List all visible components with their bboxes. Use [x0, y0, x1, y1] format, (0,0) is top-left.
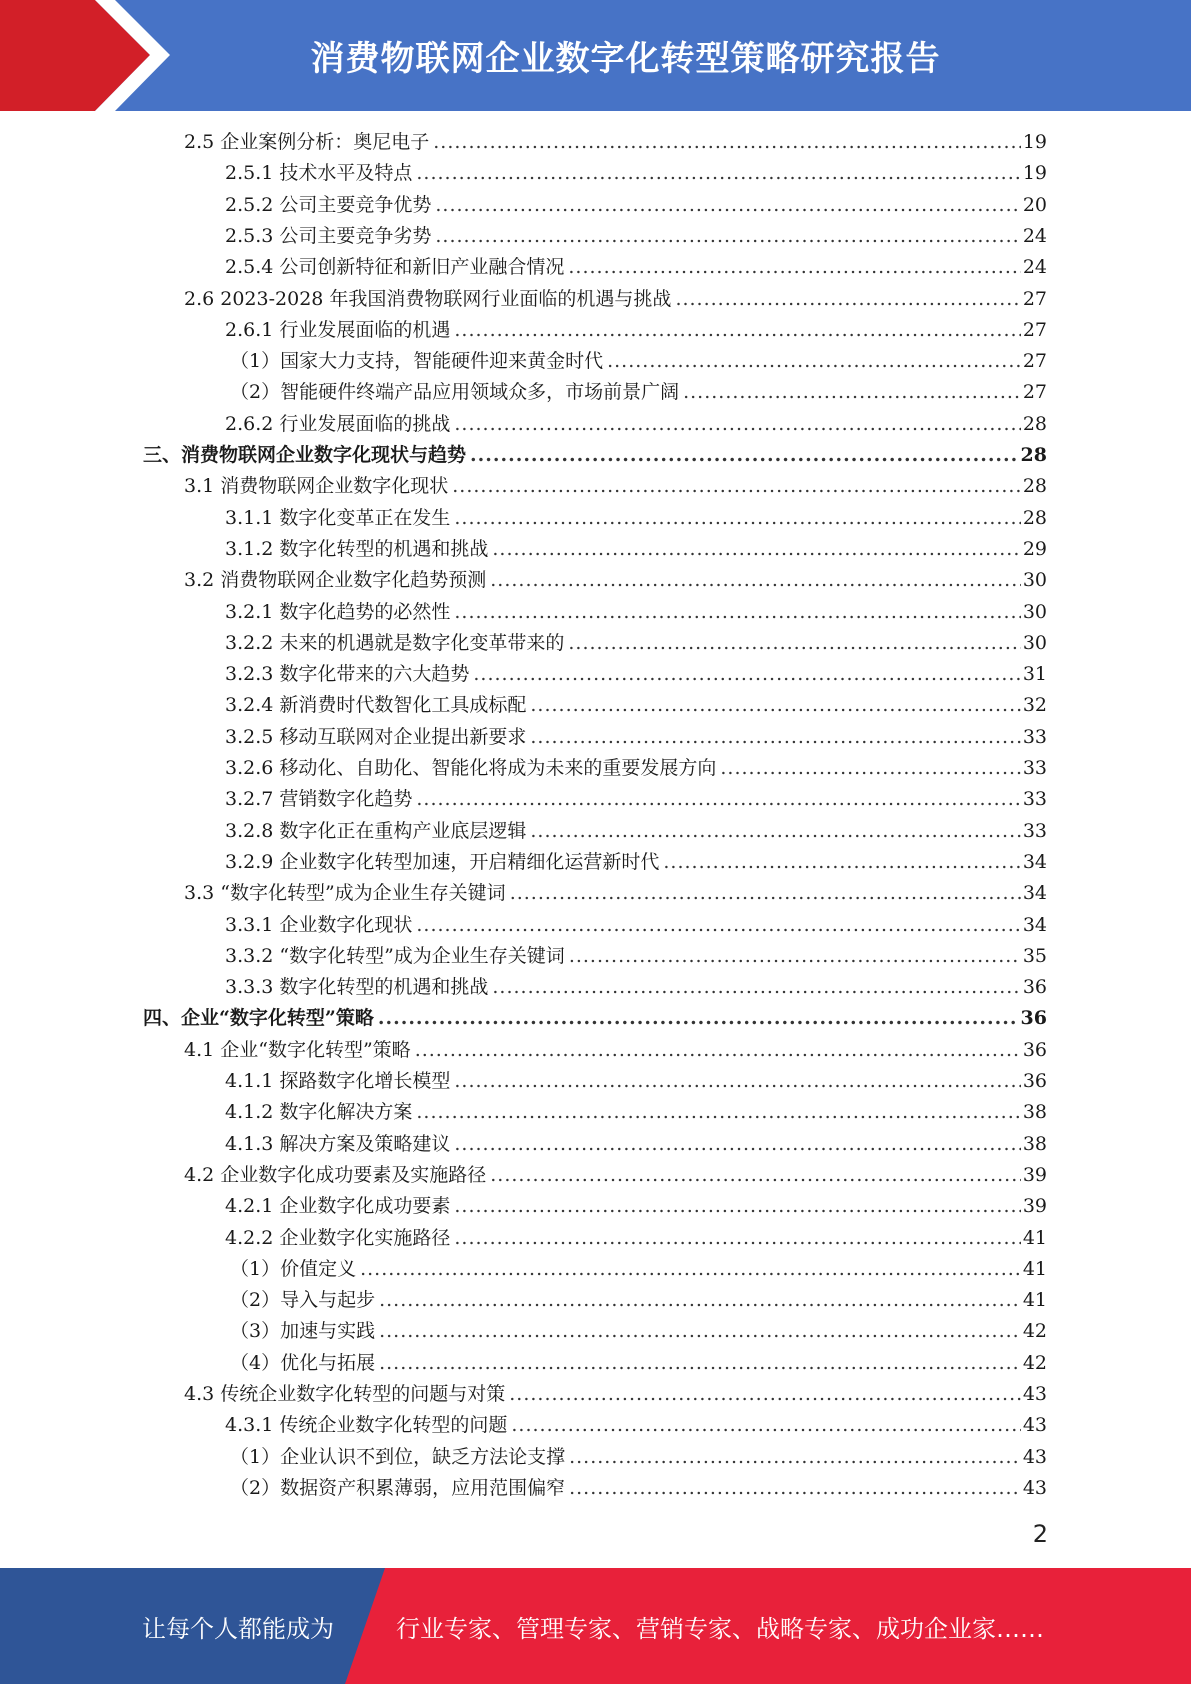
toc-entry[interactable]: [225, 409, 1047, 440]
toc-entry-page: 43: [1022, 1383, 1047, 1405]
toc-entry-title: 2.6 2023-2028 年我国消费物联网行业面临的机遇与挑战: [184, 287, 672, 310]
toc-entry-page: 39: [1022, 1163, 1047, 1186]
toc-dot-leader: [452, 475, 1021, 497]
toc-entry-title: 4.1 企业“数字化转型”策略: [184, 1038, 411, 1061]
toc-entry-page: 36: [1020, 1007, 1047, 1030]
toc-entry-title: 2.5.4 公司创新特征和新旧产业融合情况: [225, 256, 565, 279]
toc-entry-title: （1）价值定义: [230, 1257, 357, 1280]
toc-dot-leader: [454, 319, 1020, 341]
toc-entry[interactable]: [230, 1442, 1047, 1473]
toc-entry-title: 3.2.8 数字化正在重构产业底层逻辑: [225, 819, 527, 842]
toc-dot-leader: [360, 1258, 1021, 1280]
toc-entry[interactable]: [225, 1410, 1047, 1441]
toc-dot-leader: [416, 162, 1020, 184]
toc-entry-page: 19: [1022, 131, 1047, 153]
toc-entry[interactable]: [230, 1285, 1047, 1316]
footer-slogan-left: 让每个人都能成为: [142, 1614, 334, 1643]
toc-entry-title: 3.1.1 数字化变革正在发生: [225, 506, 451, 529]
toc-entry-page: 41: [1022, 1257, 1047, 1280]
toc-entry[interactable]: [225, 534, 1047, 565]
toc-dot-leader: [454, 1133, 1020, 1155]
toc-entry-title: 4.1.1 探路数字化增长模型: [225, 1070, 451, 1092]
toc-dot-leader: [683, 381, 1021, 403]
toc-dot-leader: [454, 507, 1020, 529]
toc-entry-page: 20: [1022, 193, 1047, 216]
toc-entry-title: 4.3.1 传统企业数字化转型的问题: [225, 1414, 508, 1437]
toc-dot-leader: [454, 1195, 1020, 1217]
toc-entry-page: 30: [1022, 569, 1047, 592]
toc-entry[interactable]: [225, 628, 1047, 659]
toc-entry[interactable]: [184, 1035, 1047, 1066]
toc-entry[interactable]: [184, 1379, 1047, 1410]
toc-entry-page: 19: [1022, 162, 1047, 185]
toc-entry-title: 3.2 消费物联网企业数字化趋势预测: [184, 569, 487, 592]
toc-dot-leader: [569, 1446, 1021, 1468]
toc-dot-leader: [607, 350, 1021, 372]
toc-dot-leader: [435, 225, 1020, 247]
toc-dot-leader: [663, 851, 1020, 873]
toc-entry[interactable]: [225, 659, 1047, 690]
toc-entry-title: 2.5 企业案例分析：奥尼电子: [184, 131, 430, 153]
toc-entry[interactable]: [184, 127, 1047, 158]
toc-entry-page: 33: [1022, 725, 1047, 748]
toc-entry[interactable]: [225, 690, 1047, 721]
toc-entry-title: （1）企业认识不到位，缺乏方法论支撑: [230, 1445, 566, 1468]
toc-entry[interactable]: [143, 1003, 1047, 1034]
toc-entry-page: 43: [1022, 1414, 1047, 1437]
toc-entry-title: 3.1 消费物联网企业数字化现状: [184, 475, 449, 498]
toc-entry[interactable]: [184, 565, 1047, 596]
toc-entry-page: 42: [1022, 1351, 1047, 1374]
toc-dot-leader: [490, 569, 1021, 591]
toc-entry-page: 30: [1022, 631, 1047, 654]
toc-entry-title: （4）优化与拓展: [230, 1351, 376, 1374]
toc-entry[interactable]: [225, 1066, 1047, 1097]
toc-entry-title: 2.5.2 公司主要竞争优势: [225, 193, 432, 216]
toc-entry-title: 3.2.1 数字化趋势的必然性: [225, 600, 451, 623]
toc-entry[interactable]: [225, 1129, 1047, 1160]
footer-slogan-right: 行业专家、管理专家、营销专家、战略专家、成功企业家……: [396, 1614, 1044, 1643]
toc-dot-leader: [530, 820, 1020, 842]
toc-entry-title: （1）国家大力支持，智能硬件迎来黄金时代: [230, 350, 604, 373]
toc-dot-leader: [470, 444, 1019, 466]
toc-entry[interactable]: [225, 190, 1047, 221]
page-footer: [0, 1568, 1191, 1684]
toc-entry[interactable]: [225, 1191, 1047, 1222]
toc-dot-leader: [490, 1164, 1021, 1186]
toc-entry-title: 3.2.4 新消费时代数智化工具成标配: [225, 694, 527, 717]
toc-entry-page: 43: [1022, 1445, 1047, 1468]
toc-dot-leader: [435, 194, 1020, 216]
toc-entry-title: 3.2.6 移动化、自助化、智能化将成为未来的重要发展方向: [225, 757, 717, 779]
toc-entry-title: 4.1.2 数字化解决方案: [225, 1101, 413, 1124]
toc-entry-title: （2）智能硬件终端产品应用领域众多，市场前景广阔: [230, 381, 680, 404]
toc-dot-leader: [511, 1414, 1020, 1436]
toc-dot-leader: [454, 1227, 1020, 1249]
toc-entry-title: 4.2 企业数字化成功要素及实施路径: [184, 1163, 487, 1186]
toc-entry-title: 三、消费物联网企业数字化现状与趋势: [143, 444, 467, 466]
page-number: 2: [1032, 1520, 1048, 1548]
toc-entry[interactable]: [230, 377, 1047, 408]
toc-dot-leader: [454, 1070, 1020, 1092]
page-header: [0, 0, 1191, 111]
toc-entry[interactable]: [225, 158, 1047, 189]
toc-entry-title: 3.3.3 数字化转型的机遇和挑战: [225, 976, 489, 999]
toc-entry-page: 33: [1022, 757, 1047, 779]
toc-entry-page: 36: [1022, 1038, 1047, 1061]
toc-entry-title: （2）导入与起步: [230, 1289, 376, 1312]
toc-dot-leader: [492, 538, 1020, 560]
toc-entry-page: 34: [1022, 882, 1047, 905]
toc-entry-title: 3.3.1 企业数字化现状: [225, 913, 413, 936]
toc-entry-page: 28: [1022, 475, 1047, 498]
toc-entry-page: 24: [1022, 224, 1047, 247]
toc-dot-leader: [492, 976, 1020, 998]
toc-dot-leader: [569, 945, 1021, 967]
toc-dot-leader: [675, 288, 1020, 310]
toc-entry[interactable]: [225, 1223, 1047, 1254]
toc-entry[interactable]: [230, 1254, 1047, 1285]
toc-entry[interactable]: [225, 503, 1047, 534]
toc-entry-title: 3.3.2 “数字化转型”成为企业生存关键词: [225, 944, 565, 967]
toc-dot-leader: [416, 914, 1020, 936]
toc-entry-page: 30: [1022, 600, 1047, 623]
toc-dot-leader: [433, 131, 1021, 153]
toc-entry[interactable]: [184, 878, 1047, 909]
toc-entry-page: 38: [1022, 1101, 1047, 1124]
toc-dot-leader: [510, 882, 1021, 904]
toc-entry-page: 41: [1022, 1289, 1047, 1312]
toc-entry-title: 2.6.2 行业发展面临的挑战: [225, 412, 451, 435]
toc-dot-leader: [454, 413, 1020, 435]
toc-entry[interactable]: [225, 972, 1047, 1003]
toc-entry-page: 27: [1022, 318, 1047, 341]
toc-dot-leader: [509, 1383, 1021, 1405]
toc-entry-page: 27: [1022, 350, 1047, 373]
toc-entry-page: 33: [1022, 788, 1047, 811]
toc-dot-leader: [454, 601, 1020, 623]
toc-entry-title: 3.2.7 营销数字化趋势: [225, 788, 413, 811]
toc-dot-leader: [530, 694, 1020, 716]
toc-entry-page: 29: [1022, 537, 1047, 560]
toc-entry-title: 2.6.1 行业发展面临的机遇: [225, 318, 451, 341]
toc-entry[interactable]: [184, 471, 1047, 502]
toc-dot-leader: [416, 1101, 1020, 1123]
toc-dot-leader: [379, 1320, 1021, 1342]
toc-entry-title: 3.2.2 未来的机遇就是数字化变革带来的: [225, 631, 565, 654]
toc-entry-page: 41: [1022, 1226, 1047, 1249]
toc-entry-page: 43: [1022, 1476, 1047, 1499]
toc-entry-page: 27: [1022, 287, 1047, 310]
toc-entry[interactable]: [225, 753, 1047, 784]
toc-dot-leader: [473, 663, 1020, 685]
toc-dot-leader: [378, 1007, 1019, 1029]
toc-entry[interactable]: [184, 1160, 1047, 1191]
toc-entry-page: 31: [1022, 663, 1047, 686]
toc-entry-title: （3）加速与实践: [230, 1320, 376, 1343]
toc-entry-title: 4.2.1 企业数字化成功要素: [225, 1195, 451, 1218]
toc-entry-title: 3.2.5 移动互联网对企业提出新要求: [225, 725, 527, 748]
toc-entry[interactable]: [225, 1097, 1047, 1128]
toc-entry-title: （2）数据资产积累薄弱，应用范围偏窄: [230, 1476, 566, 1499]
toc-entry-title: 3.2.9 企业数字化转型加速，开启精细化运营新时代: [225, 850, 660, 873]
toc-entry[interactable]: [225, 221, 1047, 252]
toc-dot-leader: [416, 788, 1020, 810]
toc-entry-page: 34: [1022, 850, 1047, 873]
toc-entry[interactable]: [225, 784, 1047, 815]
toc-dot-leader: [569, 1477, 1021, 1499]
toc-entry-page: 42: [1022, 1320, 1047, 1343]
toc-entry-page: 33: [1022, 819, 1047, 842]
toc-entry[interactable]: [184, 284, 1047, 315]
toc-entry[interactable]: [230, 346, 1047, 377]
toc-entry[interactable]: [225, 910, 1047, 941]
toc-entry[interactable]: [143, 440, 1047, 471]
toc-entry-page: 34: [1022, 913, 1047, 936]
toc-entry-title: 2.5.3 公司主要竞争劣势: [225, 224, 432, 247]
toc-entry-page: 32: [1022, 694, 1047, 717]
toc-entry-page: 38: [1022, 1132, 1047, 1155]
toc-dot-leader: [720, 757, 1020, 779]
toc-entry[interactable]: [225, 816, 1047, 847]
toc-entry-page: 28: [1020, 444, 1047, 466]
toc-entry[interactable]: [225, 315, 1047, 346]
toc-entry-page: 27: [1022, 381, 1047, 404]
toc-entry[interactable]: [225, 941, 1047, 972]
toc-entry[interactable]: [230, 1316, 1047, 1347]
document-title: 消费物联网企业数字化转型策略研究报告: [310, 39, 941, 79]
toc-entry-page: 28: [1022, 506, 1047, 529]
toc-dot-leader: [530, 726, 1020, 748]
toc-entry[interactable]: [230, 1348, 1047, 1379]
toc-entry[interactable]: [225, 847, 1047, 878]
toc-entry-title: 4.3 传统企业数字化转型的问题与对策: [184, 1383, 506, 1405]
toc-entry[interactable]: [225, 722, 1047, 753]
toc-entry-title: 4.1.3 解决方案及策略建议: [225, 1132, 451, 1155]
toc-entry-page: 35: [1022, 944, 1047, 967]
toc-entry-title: 四、企业“数字化转型”策略: [143, 1007, 374, 1030]
toc-dot-leader: [415, 1039, 1021, 1061]
toc-entry-title: 3.1.2 数字化转型的机遇和挑战: [225, 537, 489, 560]
toc-entry-page: 24: [1022, 256, 1047, 279]
toc-entry-page: 36: [1022, 976, 1047, 999]
toc-entry-page: 28: [1022, 412, 1047, 435]
toc-entry-page: 39: [1022, 1195, 1047, 1218]
toc-entry-page: 36: [1022, 1070, 1047, 1092]
toc-dot-leader: [379, 1352, 1021, 1374]
toc-dot-leader: [568, 632, 1020, 654]
toc-entry-title: 3.2.3 数字化带来的六大趋势: [225, 663, 470, 686]
toc-dot-leader: [379, 1289, 1021, 1311]
toc-entry-title: 4.2.2 企业数字化实施路径: [225, 1226, 451, 1249]
toc-entry[interactable]: [225, 252, 1047, 283]
toc-entry-title: 2.5.1 技术水平及特点: [225, 162, 413, 185]
toc-entry[interactable]: [230, 1473, 1047, 1504]
toc-entry[interactable]: [225, 597, 1047, 628]
toc-entry-title: 3.3 “数字化转型”成为企业生存关键词: [184, 882, 506, 905]
toc-dot-leader: [568, 256, 1020, 278]
